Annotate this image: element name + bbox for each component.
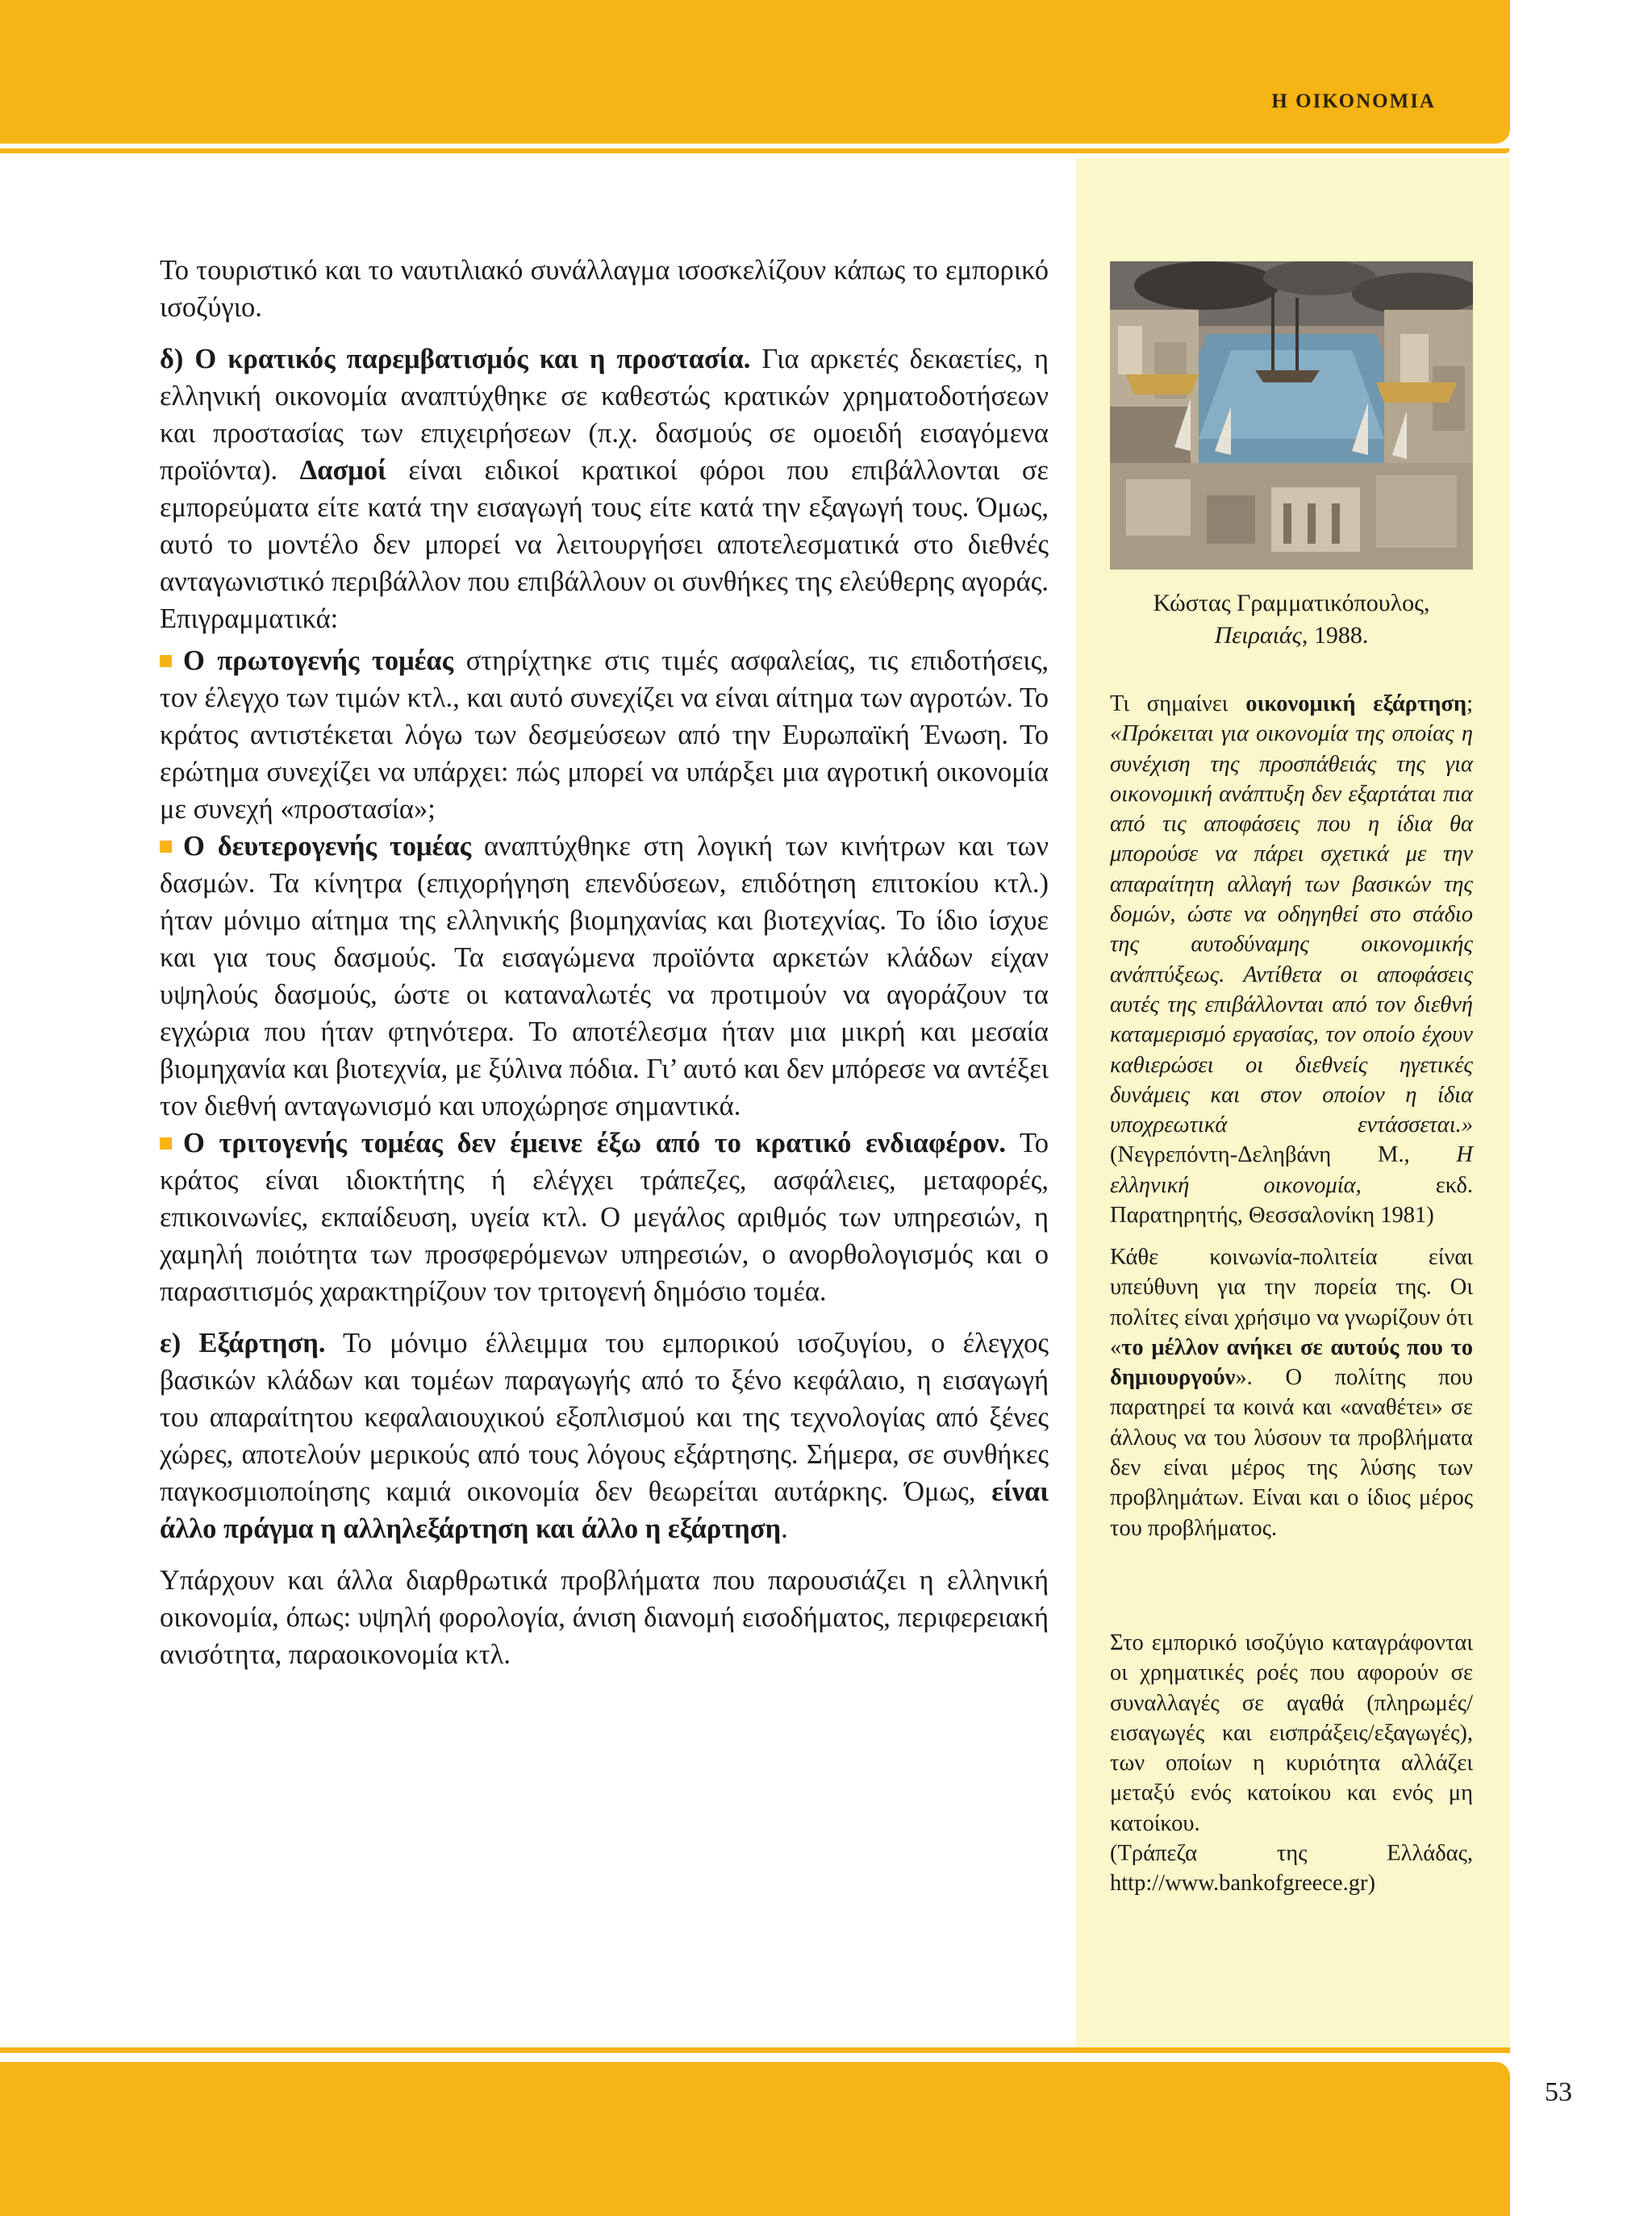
painting-caption (1110, 587, 1473, 652)
caption-title-line: Πειραιάς, 1988. (1214, 622, 1369, 649)
running-head: Η ΟΙΚΟΝΟΜΙΑ (1271, 90, 1436, 112)
paragraph-intro: Το τουριστικό και το ναυτιλιακό συνάλλαγμα ισοσκελίζουν κάπως το εμπορικό ισοζύγιο. (160, 255, 1049, 323)
square-bullet-icon (160, 1137, 172, 1150)
page-number: 53 (1545, 2077, 1572, 2107)
sidebar-box-citizens: Κάθε κοινωνία-πολιτεία είναι υπεύθυνη για την πορεία της. Οι πολίτες είναι χρήσιμο να γνωρίζουν ότι «το μέλλον ανήκει σε αυτούς που το δημιουργούν». Ο πολίτης που παρατηρεί τα κοινά και «αναθέτει» σε άλλους να του λύσουν τα προβλήματα δεν είναι μέρος της λύσης των προβλημάτων. Είναι και ο ίδιος μέρος του προβλήματος. (1110, 1245, 1473, 1541)
painting-image (1110, 261, 1473, 570)
main-column (160, 252, 1049, 1688)
bullet-primary-sector: Ο πρωτογενής τομέας στηρίχτηκε στις τιμές ασφαλείας, τις επιδοτήσεις, τον έλεγχο των τιμών κτλ., και αυτό συνεχίζει να είναι αίτημα των αγροτών. Το κράτος αντιστέκεται λόγω των δεσμεύσεων από την Ευρωπαϊκή Ένωση. Το ερώτημα συνεχίζει να υπάρχει: πώς μπορεί να υπάρξει μια αγροτική οικονομία με συνεχή «προστασία»; (160, 645, 1049, 824)
section-heading-e: ε) Εξάρτηση. (160, 1328, 326, 1358)
square-bullet-icon (160, 841, 172, 853)
source-citation: (Τράπεζα της Ελλάδας, http://www.bankofgreece.gr) (1110, 1841, 1473, 1897)
footer-rule (0, 2047, 1510, 2053)
section-heading-d: δ) Ο κρατικός παρεμβατισμός και η προστασία. (160, 344, 751, 374)
paragraph-state-intervention: δ) Ο κρατικός παρεμβατισμός και η προστασία. Για αρκετές δεκαετίες, η ελληνική οικονομία αναπτύχθηκε σε καθεστώς κρατικών χρηματοδοτήσεων και προστασίας των επιχειρήσεων (π.χ. δασμούς σε ομοειδή εισαγόμενα προϊόντα). Δασμοί είναι ειδικοί κρατικοί φόροι που επιβάλλονται σε εμπορεύματα είτε κατά την εισαγωγή τους είτε κατά την εξαγωγή τους. Όμως, αυτό το μοντέλο δεν μπορεί να λειτουργήσει αποτελεσματικά στο διεθνές ανταγωνιστικό περιβάλλον που επιβάλλουν οι συνθήκες της ελεύθερης αγοράς. Επιγραμματικά: (160, 344, 1049, 634)
bullet-tertiary-sector: Ο τριτογενής τομέας δεν έμεινε έξω από το κρατικό ενδιαφέρον. Το κράτος είναι ιδιοκτήτης ή ελέγχει τράπεζες, ασφάλειες, μεταφορές, επικοινωνίες, εκπαίδευση, υγεία κτλ. Ο μεγάλος αριθμός των υπηρεσιών, η χαμηλή ποιότητα των προσφερόμενων υπηρεσιών, ο ανορθολογισμός και ο παρασιτισμός χαρακτηρίζουν τον τριτογενή δημόσιο τομέα. (160, 1128, 1049, 1307)
square-bullet-icon (160, 655, 172, 667)
quote-text: «Πρόκειται για οικονομία της οποίας η συνέχιση της προσπάθειάς της για οικονομική ανάπτυξη δεν εξαρτάται πια από τις αποφάσεις που η ίδια θα μπορούσε να πάρει σχετικά με την απαραίτητη αλλαγή των βασικών της δομών, ώστε να οδηγηθεί στο στάδιο της αυτοδύναμης οικονομικής ανάπτύξεως. Αντίθετα οι αποφάσεις αυτές της επιβάλλονται από τον διεθνή καταμερισμό εργασίας, τον οποίο έχουν καθιερώσει οι διεθνείς ηγετικές δυνάμεις και στον οποίον η ίδια υποχρεωτικά εντάσσεται.» (1110, 721, 1473, 1138)
bullet-secondary-sector: Ο δευτερογενής τομέας αναπτύχθηκε στη λογική των κινήτρων και των δασμών. Τα κίνητρα (επιχορήγηση επενδύσεων, επιδότηση επιτοκίου κτλ.) ήταν μόνιμο αίτημα της ελληνικής βιομηχανίας και βιοτεχνίας. Το ίδιο ίσχυε και για τους δασμούς. Τα εισαγώμενα προϊόντα αρκετών κλάδων είχαν υψηλούς δασμούς, ώστε οι καταναλωτές να προτιμούν να αγοράζουν τα εγχώρια που ήταν φτηνότερα. Το αποτέλεσμα ήταν μια μικρή και μεσαία βιομηχανία και βιοτεχνία, με ξύλινα πόδια. Γι’ αυτό και δεν μπόρεσε να αντέξει τον διεθνή ανταγωνισμό και υποχώρησε σημαντικά. (160, 831, 1049, 1121)
caption-author: Κώστας Γραμματικόπουλος, (1153, 590, 1430, 616)
header-rule (0, 148, 1510, 153)
header-band (0, 0, 1510, 144)
term-dasmoi: Δασμοί (299, 455, 386, 486)
sidebar-box-dependence: Τι σημαίνει οικονομική εξάρτηση; «Πρόκειται για οικονομία της οποίας η συνέχιση της προσπάθειάς της για οικονομική ανάπτυξη δεν εξαρτάται πια από τις αποφάσεις που η ίδια θα μπορούσε να πάρει σχετικά με την απαραίτητη αλλαγή των βασικών της δομών, ώστε να οδηγηθεί στο στάδιο της αυτοδύναμης οικονομικής ανάπτύξεως. Αντίθετα οι αποφάσεις αυτές της επιβάλλονται από τον διεθνή καταμερισμό εργασίας, τον οποίο έχουν καθιερώσει οι διεθνείς ηγετικές δυνάμεις και στον οποίον η ίδια υποχρεωτικά εντάσσεται.» (Νεγρεπόντη-Δεληβάνη Μ., Η ελληνική οικονομία, εκδ. Παρατηρητής, Θεσσαλονίκη 1981) (1110, 691, 1473, 1229)
paragraph-other-problems: Υπάρχουν και άλλα διαρθρωτικά προβλήματα που παρουσιάζει η ελληνική οικονομία, όπως: υψηλή φορολογία, άνιση διανομή εισοδήματος, περιφερειακή ανισότητα, παραοικονομία κτλ. (160, 1565, 1049, 1670)
sidebar-box-trade-balance: Στο εμπορικό ισοζύγιο καταγράφονται οι χρηματικές ροές που αφορούν σε συναλλαγές σε αγαθά (πληρωμές/εισαγωγές και εισπράξεις/εξαγωγές), των οποίων η κυριότητα αλλάζει μεταξύ ενός κατοίκου και ενός μη κατοίκου. (Τράπεζα της Ελλάδας, http://www.bankofgreece.gr) (1110, 1628, 1473, 1899)
footer-band (0, 2062, 1510, 2216)
paragraph-dependence: ε) Εξάρτηση. Το μόνιμο έλλειμμα του εμπορικού ισοζυγίου, ο έλεγχος βασικών κλάδων και τομέων παραγωγής από το ξένο κεφάλαιο, η εισαγωγή του απαραίτητου κεφαλαιουχικού εξοπλισμού και της τεχνολογίας από ξένες χώρες, αποτελούν μερικούς από τους λόγους εξάρτησης. Σήμερα, σε συνθήκες παγκοσμιοποίησης καμιά οικονομία δεν θεωρείται αυτάρκης. Όμως, είναι άλλο πράγμα η αλληλεξάρτηση και άλλο η εξάρτηση. (160, 1328, 1049, 1544)
